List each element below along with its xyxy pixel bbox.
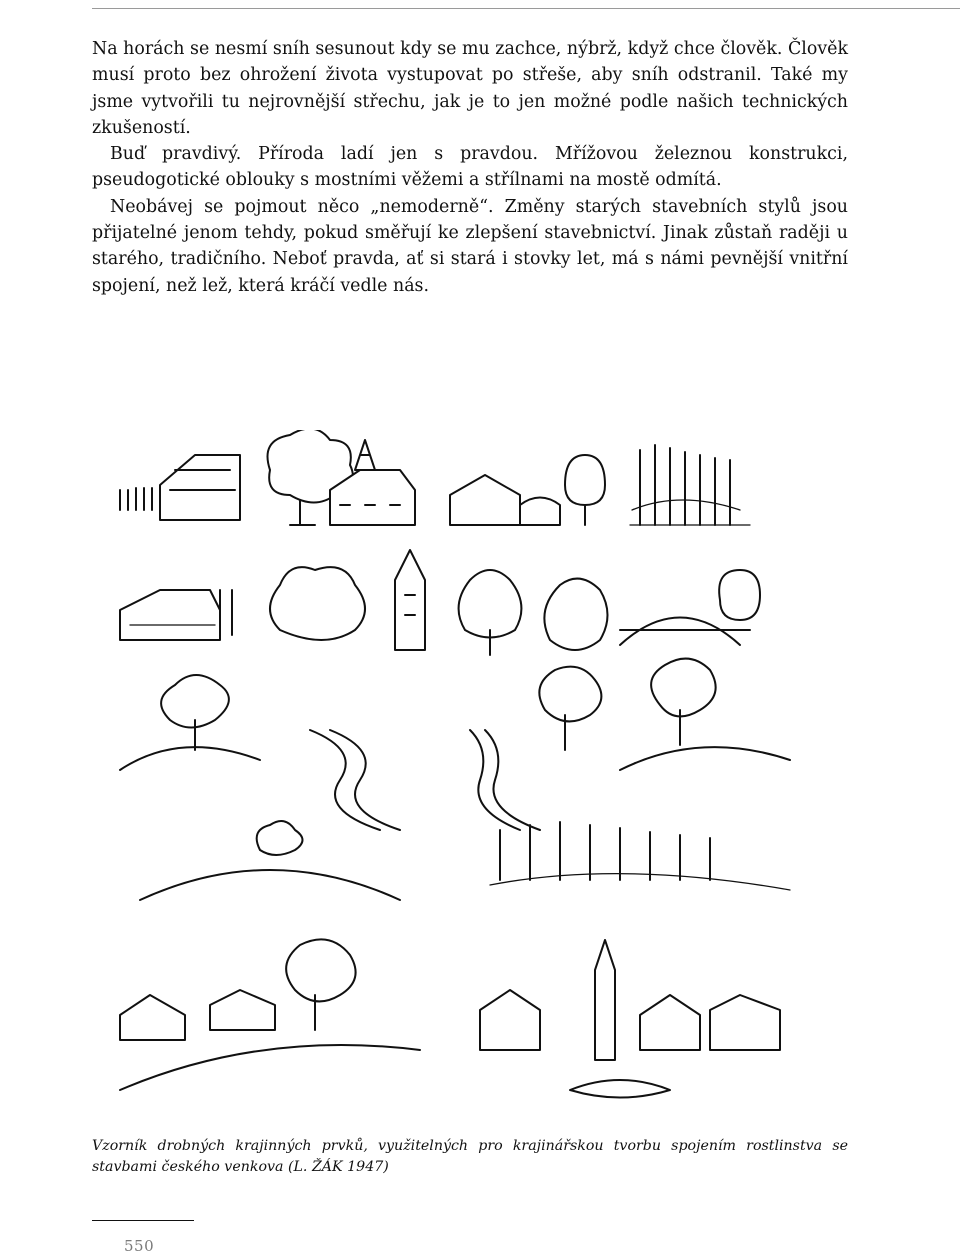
paragraph-2: Buď pravdivý. Příroda ladí jen s pravdou. Mřížovou železnou konstrukci, pseudogotické oblouky s mostními věžemi a střílnami na mostě odmítá. — [92, 144, 848, 191]
paragraph-3: Neobávej se pojmout něco „nemoderně“. Změny starých stavebních stylů jsou přijatelné jenom tehdy, pokud směřují ke zlepšení stavebnictví. Jinak zůstaň raději u starého, tradičního. Neboť pravda, ať si stará i stovky let, má s námi pevnější vnitřní spojení, než lež, která kráčí vedle nás. — [92, 196, 848, 296]
landscape-sketches-illustration — [100, 430, 830, 1110]
sketch-row-2 — [120, 550, 760, 655]
top-rule — [92, 8, 960, 9]
sketch-row-5 — [120, 939, 780, 1097]
sketch-row-3 — [120, 659, 790, 830]
footer-rule — [92, 1220, 194, 1221]
paragraph-1: Na horách se nesmí sníh sesunout kdy se mu zachce, nýbrž, když chce člověk. Člověk musí proto bez ohrožení života vystupovat po střeše, aby sníh odstranil. Také my jsme vytvořili tu nejrovnější střechu, jak je to jen možné podle našich technických zkušeností. — [92, 39, 848, 138]
figure-caption: Vzorník drobných krajinných prvků, využitelných pro krajinářskou tvorbu spojením rostlinstva se stavbami českého venkova (L. ŽÁK 1947) — [92, 1138, 848, 1175]
sketch-row-4 — [140, 821, 790, 900]
body-text — [92, 36, 848, 299]
sketch-row-1 — [120, 430, 750, 525]
page-number: 550 — [124, 1237, 155, 1255]
